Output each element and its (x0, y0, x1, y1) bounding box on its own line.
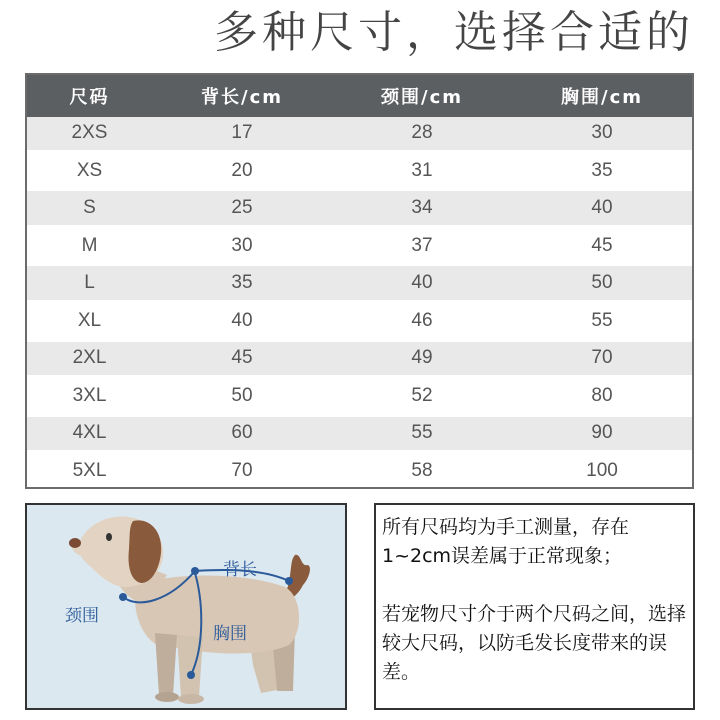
size-cell: 5XL (27, 452, 152, 487)
header-size: 尺码 (27, 75, 152, 117)
header-chest: 胸围/cm (512, 75, 692, 117)
back-length-cell: 50 (152, 377, 332, 415)
size-cell: XS (27, 152, 152, 190)
back-length-cell: 30 (152, 227, 332, 265)
table-row (27, 264, 692, 302)
table-row (27, 189, 692, 227)
size-cell: XL (27, 302, 152, 340)
neck-cell: 52 (332, 377, 512, 415)
header-back-length: 背长/cm (152, 75, 332, 117)
neck-cell: 37 (332, 227, 512, 265)
size-table (25, 73, 694, 489)
size-cell: S (27, 189, 152, 227)
note-line-1: 所有尺码均为手工测量，存在1~2cm误差属于正常现象； (382, 516, 630, 567)
table-body (27, 117, 692, 487)
note-line-2: 若宠物尺寸介于两个尺码之间，选择较大尺码，以防毛发长度带来的误差。 (382, 603, 687, 683)
table-row (27, 340, 692, 378)
back-length-cell: 25 (152, 189, 332, 227)
back-length-cell: 20 (152, 152, 332, 190)
chest-cell: 50 (512, 264, 692, 302)
back-length-cell: 35 (152, 264, 332, 302)
chest-label: 胸围 (213, 624, 247, 644)
neck-cell: 34 (332, 189, 512, 227)
neck-cell: 46 (332, 302, 512, 340)
size-cell: 4XL (27, 415, 152, 453)
back-length-cell: 17 (152, 117, 332, 152)
chest-cell: 80 (512, 377, 692, 415)
dog-measurement-diagram (25, 503, 347, 710)
neck-cell: 55 (332, 415, 512, 453)
back-length-cell: 40 (152, 302, 332, 340)
chest-cell: 45 (512, 227, 692, 265)
page-title: 多种尺寸，选择合适的 (214, 7, 694, 58)
table-row (27, 452, 692, 487)
neck-cell: 28 (332, 117, 512, 152)
table-row (27, 152, 692, 190)
table-row (27, 377, 692, 415)
size-cell: 2XS (27, 117, 152, 152)
table-row (27, 302, 692, 340)
neck-cell: 58 (332, 452, 512, 487)
chest-cell: 70 (512, 340, 692, 378)
neck-cell: 40 (332, 264, 512, 302)
back-length-cell: 70 (152, 452, 332, 487)
chest-cell: 55 (512, 302, 692, 340)
chest-cell: 35 (512, 152, 692, 190)
back-length-cell: 60 (152, 415, 332, 453)
chest-cell: 30 (512, 117, 692, 152)
table-row (27, 415, 692, 453)
table-row (27, 117, 692, 152)
neck-cell: 49 (332, 340, 512, 378)
back-length-cell: 45 (152, 340, 332, 378)
size-cell: 2XL (27, 340, 152, 378)
size-cell: 3XL (27, 377, 152, 415)
neck-label: 颈围 (65, 606, 99, 626)
chest-cell: 100 (512, 452, 692, 487)
neck-cell: 31 (332, 152, 512, 190)
chest-cell: 90 (512, 415, 692, 453)
table-row (27, 227, 692, 265)
header-neck: 颈围/cm (332, 75, 512, 117)
size-cell: L (27, 264, 152, 302)
measurement-notes (374, 503, 695, 710)
back-length-label: 背长 (223, 560, 257, 580)
table-header-row (27, 75, 692, 117)
size-cell: M (27, 227, 152, 265)
chest-cell: 40 (512, 189, 692, 227)
